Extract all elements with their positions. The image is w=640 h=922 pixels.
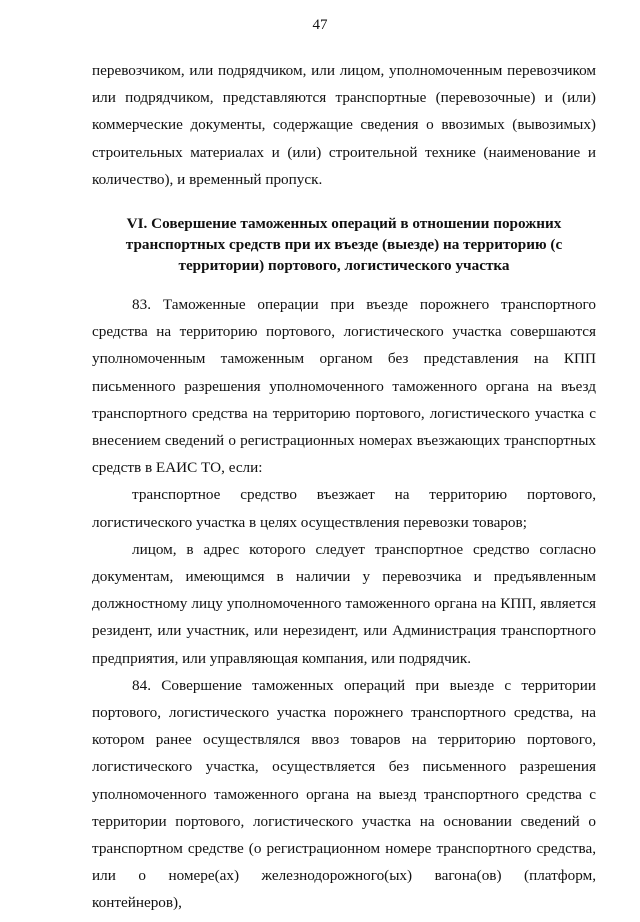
intro-paragraph: перевозчиком, или подрядчиком, или лицом, уполномоченным перевозчиком или подрядчиком, представляются транспортные (перевозочные) и (или) коммерческие документы, содержащие сведения о ввозимых (вывозимых) строительных материалах и (или) строительной технике (наименование и количество), и временный пропуск.	[92, 62, 596, 188]
section-body	[92, 291, 596, 917]
paragraph-condition-1: транспортное средство въезжает на территорию портового, логистического участка в целях осуществления перевозки товаров;	[92, 486, 596, 531]
paragraph-83: 83. Таможенные операции при въезде порожнего транспортного средства на территорию портового, логистического участка совершаются уполномоченным таможенным органом без представления на КПП письменного разрешения уполномоченного таможенного органа на въезд транспортного средства на территорию портового, логистического участка с внесением сведений о регистрационных номерах въезжающих транспортных средств в ЕАИС ТО, если:	[92, 296, 596, 477]
intro-block	[92, 57, 596, 193]
paragraph-condition-2: лицом, в адрес которого следует транспортное средство согласно документам, имеющимся в наличии у перевозчика и предъявленным должностному лицу уполномоченного таможенного органа на КПП, является резидент, или участник, или нерезидент, или Администрация транспортного предприятия, или управляющая компания, или подрядчик.	[92, 540, 596, 667]
section-heading: VI. Совершение таможенных операций в отношении порожних транспортных средств при их въезде (выезде) на территорию (с территории) портового, логистического участка	[125, 215, 563, 274]
page-number: 47	[312, 17, 328, 33]
paragraph-84: 84. Совершение таможенных операций при выезде с территории портового, логистического участка порожнего транспортного средства, на котором ранее осуществлялся ввоз товаров на территорию портового, логистического участка, осуществляется без письменного разрешения уполномоченного таможенного органа на выезд транспортного средства с территории портового, логистического участка на основании сведений о транспортном средстве (о регистрационном номере транспортного средства, или о номере(ах) железнодорожного(ых) вагона(ов) (платформ, контейнеров),	[92, 676, 596, 912]
